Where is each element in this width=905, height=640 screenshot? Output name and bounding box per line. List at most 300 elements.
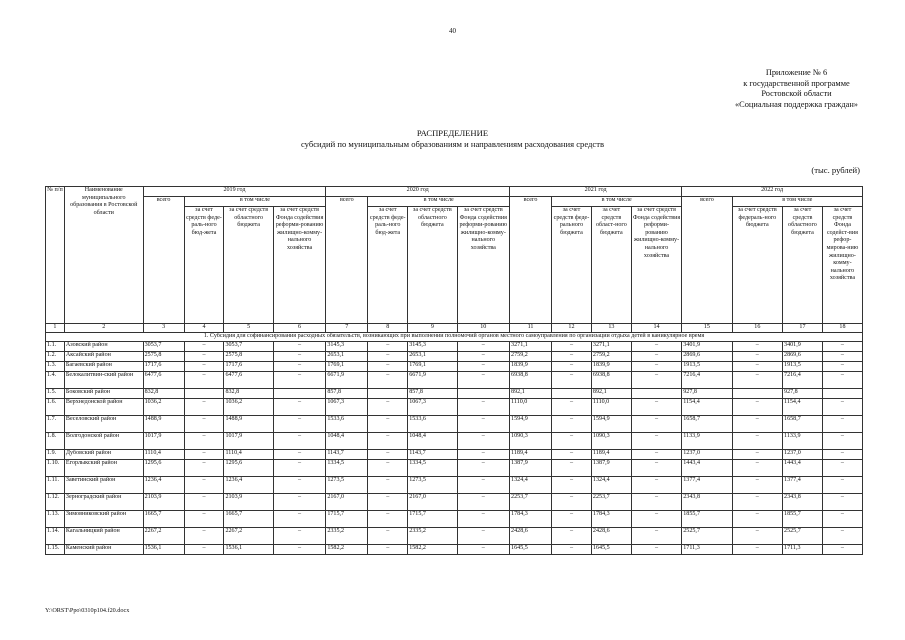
value-cell: – (457, 362, 510, 372)
value-cell: 1189,4 (591, 450, 631, 460)
value-cell: 1189,4 (510, 450, 552, 460)
value-cell: – (732, 477, 782, 494)
value-cell: 2759,2 (510, 352, 552, 362)
header-total: всего (510, 197, 552, 324)
value-cell: – (273, 545, 326, 555)
value-cell: 1536,1 (224, 545, 273, 555)
value-cell: – (631, 460, 681, 477)
title-line: РАСПРЕДЕЛЕНИЕ (416, 128, 489, 138)
value-cell: – (552, 416, 592, 433)
header-year: 2021 год (510, 187, 682, 197)
value-cell: 1036,2 (224, 399, 273, 416)
value-cell: – (552, 399, 592, 416)
value-cell: 3401,9 (682, 342, 732, 352)
value-cell: – (732, 460, 782, 477)
value-cell: – (822, 362, 862, 372)
value-cell: – (184, 399, 224, 416)
value-cell: – (822, 477, 862, 494)
header-year: 2019 год (143, 187, 326, 197)
value-cell: 3145,3 (408, 342, 457, 352)
value-cell: 1324,4 (510, 477, 552, 494)
table-row (46, 389, 863, 399)
header-total: всего (143, 197, 184, 324)
value-cell: – (822, 342, 862, 352)
value-cell: 1048,4 (408, 433, 457, 450)
value-cell: – (273, 372, 326, 389)
value-cell: 1377,4 (783, 477, 823, 494)
value-cell: 3401,9 (783, 342, 823, 352)
row-index: 1.15. (46, 545, 65, 555)
value-cell: 1784,3 (591, 511, 631, 528)
table-row (46, 342, 863, 352)
header-source: за счет средств федераль-ного бюджета (732, 207, 782, 324)
value-cell: 2869,6 (783, 352, 823, 362)
value-cell: 1717,6 (224, 362, 273, 372)
header-source: за счет средств областного бюджета (408, 207, 457, 324)
value-cell: – (273, 399, 326, 416)
column-number: 7 (326, 324, 368, 333)
municipality-name: Боковский район (64, 389, 143, 399)
column-number: 5 (224, 324, 273, 333)
header-source: за счет средств Фонда содействия реформи-рованию жилищно-комму-нального хозяйства (631, 207, 681, 324)
value-cell: 3145,3 (326, 342, 368, 352)
header-source: за счет средств Фонда содейст-вия рефор-мирова-нию жилищно-комму-нального хозяйства (822, 207, 862, 324)
value-cell: 1855,7 (682, 511, 732, 528)
column-number: 12 (552, 324, 592, 333)
value-cell: – (273, 352, 326, 362)
value-cell: – (822, 399, 862, 416)
value-cell: – (631, 450, 681, 460)
column-number: 9 (408, 324, 457, 333)
value-cell (631, 389, 681, 399)
value-cell (273, 389, 326, 399)
value-cell: 2167,0 (408, 494, 457, 511)
row-index: 1.8. (46, 433, 65, 450)
value-cell: 1110,4 (143, 450, 184, 460)
value-cell: – (457, 352, 510, 362)
header-in-that: в том числе (552, 197, 682, 207)
municipality-name: Веселовский район (64, 416, 143, 433)
value-cell: – (822, 460, 862, 477)
value-cell: 1839,9 (510, 362, 552, 372)
value-cell: 1324,4 (591, 477, 631, 494)
value-cell: 2167,0 (326, 494, 368, 511)
value-cell: – (631, 494, 681, 511)
column-number: 8 (368, 324, 408, 333)
value-cell: 6671,9 (408, 372, 457, 389)
table-row (46, 494, 863, 511)
value-cell: – (822, 433, 862, 450)
value-cell: 6477,6 (224, 372, 273, 389)
value-cell: 2267,2 (143, 528, 184, 545)
value-cell: – (552, 372, 592, 389)
value-cell: 1154,4 (783, 399, 823, 416)
value-cell: – (822, 352, 862, 362)
value-cell: – (457, 545, 510, 555)
value-cell: 1658,7 (783, 416, 823, 433)
value-cell: – (368, 511, 408, 528)
value-cell: – (368, 362, 408, 372)
value-cell: – (732, 545, 782, 555)
value-cell: 1237,0 (783, 450, 823, 460)
value-cell: 832,8 (224, 389, 273, 399)
value-cell: – (184, 494, 224, 511)
value-cell: 2335,2 (326, 528, 368, 545)
value-cell: 1769,1 (326, 362, 368, 372)
value-cell: 1133,9 (783, 433, 823, 450)
page-number: 40 (449, 27, 456, 35)
appendix-line: Приложение № 6 (765, 68, 828, 77)
value-cell: – (732, 362, 782, 372)
table-row (46, 545, 863, 555)
value-cell: – (631, 352, 681, 362)
value-cell: 2653,1 (408, 352, 457, 362)
value-cell: 3271,1 (510, 342, 552, 352)
value-cell: – (368, 342, 408, 352)
value-cell: 1295,6 (224, 460, 273, 477)
column-number-row (46, 324, 863, 333)
value-cell: – (552, 450, 592, 460)
value-cell: – (368, 460, 408, 477)
value-cell: – (732, 433, 782, 450)
municipality-name: Белокалитвин-ский район (64, 372, 143, 389)
value-cell: 6938,8 (591, 372, 631, 389)
value-cell: – (732, 372, 782, 389)
value-cell: – (273, 494, 326, 511)
value-cell: 1154,4 (682, 399, 732, 416)
value-cell: – (822, 494, 862, 511)
value-cell: 2653,1 (326, 352, 368, 362)
municipality-name: Кагальницкий район (64, 528, 143, 545)
appendix-header (735, 68, 858, 110)
value-cell: – (184, 477, 224, 494)
value-cell: 1236,4 (143, 477, 184, 494)
table-row (46, 416, 863, 433)
value-cell: – (822, 511, 862, 528)
value-cell: 1711,3 (783, 545, 823, 555)
value-cell: – (273, 362, 326, 372)
value-cell: – (184, 545, 224, 555)
value-cell: – (184, 433, 224, 450)
value-cell: 3053,7 (143, 342, 184, 352)
value-cell: 7216,4 (783, 372, 823, 389)
table-row (46, 450, 863, 460)
value-cell: – (732, 528, 782, 545)
table-row (46, 511, 863, 528)
value-cell: 1855,7 (783, 511, 823, 528)
value-cell: 2575,8 (143, 352, 184, 362)
header-source: за счет средств област-ного бюджета (591, 207, 631, 324)
value-cell: 1913,5 (783, 362, 823, 372)
value-cell: 1110,0 (591, 399, 631, 416)
value-cell: 1839,9 (591, 362, 631, 372)
value-cell: – (368, 528, 408, 545)
table-row (46, 352, 863, 362)
value-cell: 1717,6 (143, 362, 184, 372)
value-cell: – (457, 399, 510, 416)
row-index: 1.7. (46, 416, 65, 433)
value-cell: – (184, 352, 224, 362)
value-cell: – (184, 342, 224, 352)
value-cell: 2525,7 (783, 528, 823, 545)
value-cell: 1533,6 (326, 416, 368, 433)
value-cell: – (457, 416, 510, 433)
header-municipality: Наименование муниципального образования в Ростовской области (64, 187, 143, 324)
title-line: субсидий по муниципальным образованиям и направлениям расходования средств (300, 139, 605, 149)
column-number: 3 (143, 324, 184, 333)
value-cell: 1334,5 (408, 460, 457, 477)
value-cell: – (184, 416, 224, 433)
header-total: всего (326, 197, 368, 324)
value-cell: 1048,4 (326, 433, 368, 450)
value-cell: – (457, 511, 510, 528)
value-cell: 1090,3 (510, 433, 552, 450)
value-cell: – (552, 460, 592, 477)
file-path-footer: Y:\ORST\Ppo\0310p104.f20.docx (45, 607, 130, 614)
municipality-name: Азовский район (64, 342, 143, 352)
row-index: 1.12. (46, 494, 65, 511)
municipality-name: Волгодонской район (64, 433, 143, 450)
header-source: за счет средств областного бюджета (783, 207, 823, 324)
column-number: 18 (822, 324, 862, 333)
subsidy-table (45, 186, 863, 555)
value-cell: 1067,3 (408, 399, 457, 416)
value-cell: – (552, 362, 592, 372)
value-cell: 1594,9 (591, 416, 631, 433)
value-cell: 2343,8 (682, 494, 732, 511)
value-cell: 1236,4 (224, 477, 273, 494)
value-cell: – (457, 528, 510, 545)
column-number: 1 (46, 324, 65, 333)
value-cell: – (368, 477, 408, 494)
header-in-that: в том числе (184, 197, 326, 207)
value-cell: – (273, 342, 326, 352)
value-cell: – (457, 433, 510, 450)
value-cell: – (457, 342, 510, 352)
value-cell: – (631, 433, 681, 450)
value-cell: 1110,0 (510, 399, 552, 416)
value-cell: 1090,3 (591, 433, 631, 450)
value-cell: – (631, 399, 681, 416)
value-cell: 857,8 (326, 389, 368, 399)
value-cell: 1377,4 (682, 477, 732, 494)
municipality-name: Каменский район (64, 545, 143, 555)
value-cell: – (552, 342, 592, 352)
value-cell: 1443,4 (783, 460, 823, 477)
value-cell: 2525,7 (682, 528, 732, 545)
document-title (0, 128, 905, 150)
value-cell: 2869,6 (682, 352, 732, 362)
row-index: 1.2. (46, 352, 65, 362)
value-cell: 1582,2 (326, 545, 368, 555)
value-cell: – (368, 494, 408, 511)
header-total: всего (682, 197, 732, 324)
municipality-name: Аксайский район (64, 352, 143, 362)
value-cell: – (631, 545, 681, 555)
value-cell: 2103,9 (143, 494, 184, 511)
column-number: 4 (184, 324, 224, 333)
value-cell: 1769,1 (408, 362, 457, 372)
value-cell: – (732, 416, 782, 433)
header-source: за счет средств феде-рального бюджета (552, 207, 592, 324)
value-cell: – (368, 416, 408, 433)
municipality-name: Багаевский район (64, 362, 143, 372)
value-cell: – (631, 416, 681, 433)
value-cell: 1913,5 (682, 362, 732, 372)
value-cell: 832,8 (143, 389, 184, 399)
value-cell: – (732, 352, 782, 362)
value-cell: – (732, 399, 782, 416)
value-cell: – (368, 433, 408, 450)
table-row (46, 477, 863, 494)
value-cell: – (732, 342, 782, 352)
header-in-that: в том числе (368, 197, 510, 207)
value-cell: 7216,4 (682, 372, 732, 389)
value-cell: 6477,6 (143, 372, 184, 389)
value-cell: – (822, 416, 862, 433)
value-cell: 1533,6 (408, 416, 457, 433)
value-cell: 6938,8 (510, 372, 552, 389)
value-cell: 892,1 (591, 389, 631, 399)
column-number: 10 (457, 324, 510, 333)
header-year: 2020 год (326, 187, 510, 197)
value-cell: 1645,5 (510, 545, 552, 555)
value-cell: 1067,3 (326, 399, 368, 416)
value-cell: – (732, 511, 782, 528)
value-cell: 2428,6 (591, 528, 631, 545)
value-cell: – (822, 528, 862, 545)
table-row (46, 528, 863, 545)
value-cell: 1273,5 (408, 477, 457, 494)
header-in-that: в том числе (732, 197, 862, 207)
value-cell: – (552, 433, 592, 450)
value-cell (368, 389, 408, 399)
value-cell: – (184, 528, 224, 545)
value-cell: – (552, 528, 592, 545)
value-cell: 1334,5 (326, 460, 368, 477)
municipality-name: Заветинский район (64, 477, 143, 494)
value-cell: – (273, 511, 326, 528)
value-cell: 927,8 (783, 389, 823, 399)
value-cell: 2253,7 (591, 494, 631, 511)
value-cell: – (822, 545, 862, 555)
header-source: за счет средств областного бюджета (224, 207, 273, 324)
value-cell (732, 389, 782, 399)
value-cell: – (273, 528, 326, 545)
column-number: 11 (510, 324, 552, 333)
value-cell: – (631, 372, 681, 389)
value-cell: 892,1 (510, 389, 552, 399)
value-cell: – (822, 450, 862, 460)
value-cell: 1488,9 (143, 416, 184, 433)
table-row (46, 362, 863, 372)
column-number: 16 (732, 324, 782, 333)
value-cell: 1273,5 (326, 477, 368, 494)
header-no: № п/п (46, 187, 65, 324)
value-cell: – (631, 342, 681, 352)
value-cell: – (184, 460, 224, 477)
value-cell: – (732, 450, 782, 460)
value-cell: 1715,7 (408, 511, 457, 528)
value-cell: – (552, 511, 592, 528)
table-row (46, 460, 863, 477)
value-cell (184, 389, 224, 399)
value-cell: – (732, 494, 782, 511)
value-cell: – (457, 494, 510, 511)
value-cell: – (552, 494, 592, 511)
value-cell: – (822, 372, 862, 389)
value-cell: – (552, 545, 592, 555)
column-number: 17 (783, 324, 823, 333)
appendix-line: Ростовской области (761, 89, 832, 99)
value-cell: – (457, 450, 510, 460)
value-cell: – (184, 362, 224, 372)
value-cell: 2253,7 (510, 494, 552, 511)
value-cell: – (368, 450, 408, 460)
value-cell: – (631, 362, 681, 372)
value-cell: 1536,1 (143, 545, 184, 555)
table-row (46, 433, 863, 450)
value-cell: 1237,0 (682, 450, 732, 460)
column-number: 6 (273, 324, 326, 333)
value-cell: – (631, 477, 681, 494)
value-cell: 1665,7 (143, 511, 184, 528)
row-index: 1.10. (46, 460, 65, 477)
value-cell: 1110,4 (224, 450, 273, 460)
column-number: 2 (64, 324, 143, 333)
value-cell: – (368, 372, 408, 389)
column-number: 15 (682, 324, 732, 333)
value-cell: 2335,2 (408, 528, 457, 545)
value-cell (457, 389, 510, 399)
value-cell: – (273, 416, 326, 433)
header-source: за счет средств феде-раль-ного бюд-жета (368, 207, 408, 324)
value-cell: 1594,9 (510, 416, 552, 433)
value-cell: – (631, 528, 681, 545)
value-cell: – (552, 352, 592, 362)
value-cell: 1645,5 (591, 545, 631, 555)
value-cell: 1143,7 (326, 450, 368, 460)
municipality-name: Зимовниковский район (64, 511, 143, 528)
value-cell: 2428,6 (510, 528, 552, 545)
column-number: 13 (591, 324, 631, 333)
value-cell: – (552, 477, 592, 494)
value-cell: 1387,9 (510, 460, 552, 477)
table-row (46, 399, 863, 416)
appendix-line: «Социальная поддержка граждан» (734, 99, 858, 109)
municipality-name: Зерноградский район (64, 494, 143, 511)
table-body (46, 324, 863, 555)
value-cell: 6671,9 (326, 372, 368, 389)
municipality-name: Дубовский район (64, 450, 143, 460)
value-cell: – (368, 545, 408, 555)
row-index: 1.5. (46, 389, 65, 399)
value-cell (552, 389, 592, 399)
appendix-line: к государственной программе (743, 78, 850, 88)
value-cell: 3271,1 (591, 342, 631, 352)
value-cell: 927,8 (682, 389, 732, 399)
value-cell: – (368, 399, 408, 416)
value-cell: – (184, 372, 224, 389)
header-source: за счет средств феде-раль-ного бюд-жета (184, 207, 224, 324)
value-cell: 1784,3 (510, 511, 552, 528)
value-cell: 2267,2 (224, 528, 273, 545)
value-cell: 1143,7 (408, 450, 457, 460)
row-index: 1.14. (46, 528, 65, 545)
value-cell: 3053,7 (224, 342, 273, 352)
value-cell: 1488,9 (224, 416, 273, 433)
row-index: 1.13. (46, 511, 65, 528)
